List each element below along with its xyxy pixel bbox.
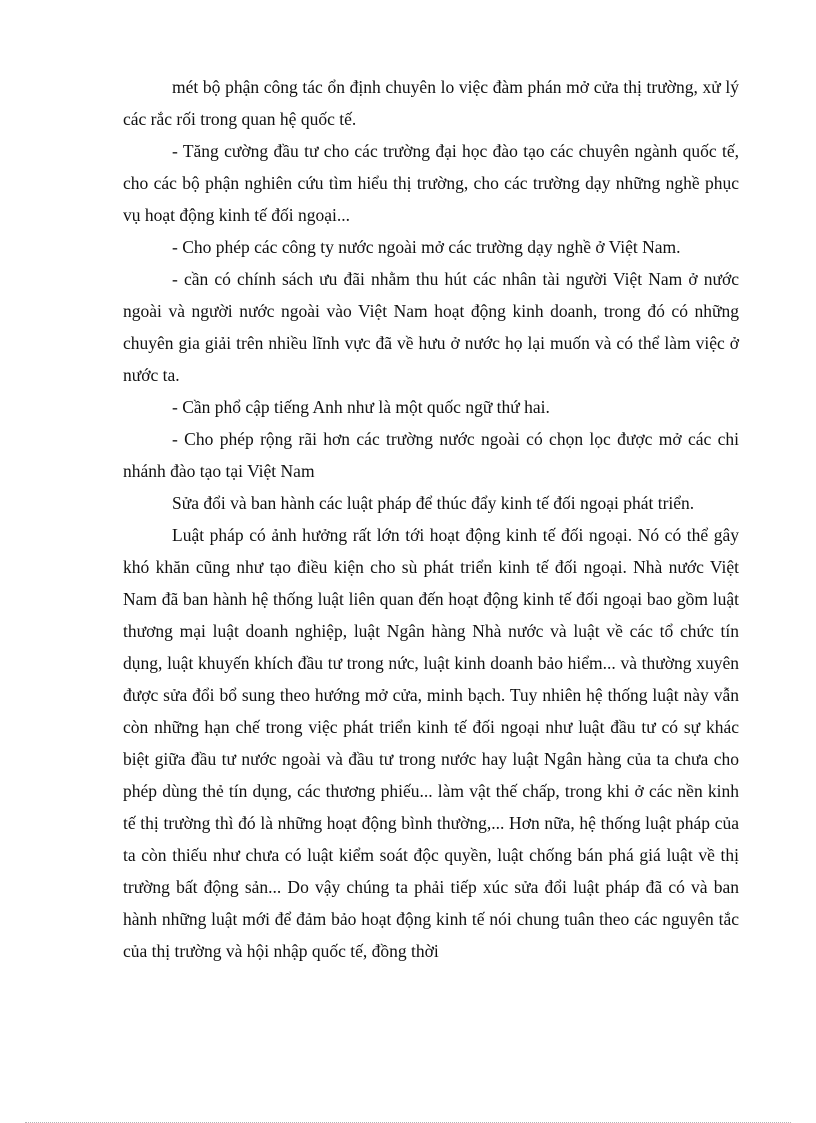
paragraph-bullet-branches: - Cho phép rộng rãi hơn các trường nước ngoài có chọn lọc được mở các chi nhánh đào tạo tại Việt Nam <box>123 429 739 481</box>
paragraph-law-heading: Sửa đổi và ban hành các luật pháp để thúc đẩy kinh tế đối ngoại phát triển. <box>172 493 695 513</box>
body-text <box>123 71 739 967</box>
paragraph-bullet-foreign-schools: - Cho phép các công ty nước ngoài mở các trường dạy nghề ở Việt Nam. <box>172 237 681 257</box>
paragraph-continuation: mét bộ phận công tác ổn định chuyên lo việc đàm phán mở cửa thị trường, xử lý các rắc rối trong quan hệ quốc tế. <box>123 77 739 129</box>
paragraph-bullet-investment: - Tăng cường đầu tư cho các trường đại học đào tạo các chuyên ngành quốc tế, cho các bộ phận nghiên cứu tìm hiểu thị trường, cho các trường dạy những nghề phục vụ hoạt động kinh tế đối ngoại... <box>123 141 739 225</box>
paragraph-bullet-english: - Cần phổ cập tiếng Anh như là một quốc ngữ thứ hai. <box>172 397 550 417</box>
paragraph-law-body: Luật pháp có ảnh hưởng rất lớn tới hoạt động kinh tế đối ngoại. Nó có thể gây khó khăn cũng như tạo điều kiện cho sù phát triển kinh tế đối ngoại. Nhà nước Việt Nam đã ban hành hệ thống luật liên quan đến hoạt động kinh tế đối ngoại bao gồm luật thương mại luật doanh nghiệp, luật Ngân hàng Nhà nước và luật về các tổ chức tín dụng, luật khuyến khích đầu tư trong nức, luật kinh doanh bảo hiểm... và thường xuyên được sửa đổi bổ sung theo hướng mở cửa, minh bạch. Tuy nhiên hệ thống luật này vẫn còn những hạn chế trong việc phát triển kinh tế đối ngoại như luật đầu tư có sự khác biệt giữa đầu tư nước ngoài và đầu tư trong nước hay luật Ngân hàng của ta chưa cho phép dùng thẻ tín dụng, các thương phiếu... làm vật thế chấp, trong khi ở các nền kinh tế thị trường thì đó là những hoạt động bình thường,... Hơn nữa, hệ thống luật pháp của ta còn thiếu như chưa có luật kiểm soát độc quyền, luật chống bán phá giá luật về thị trường bất động sản... Do vậy chúng ta phải tiếp xúc sửa đổi luật pháp đã có và ban hành những luật mới để đảm bảo hoạt động kinh tế nói chung tuân theo các nguyên tắc của thị trường và hội nhập quốc tế, đồng thời <box>123 525 739 961</box>
paragraph-bullet-talent-policy: - cần có chính sách ưu đãi nhằm thu hút các nhân tài người Việt Nam ở nước ngoài và người nước ngoài vào Việt Nam hoạt động kinh doanh, trong đó có những chuyên gia giải trên nhiều lĩnh vực đã về hưu ở nước họ lại muốn và có thể làm việc ở nước ta. <box>123 269 739 385</box>
